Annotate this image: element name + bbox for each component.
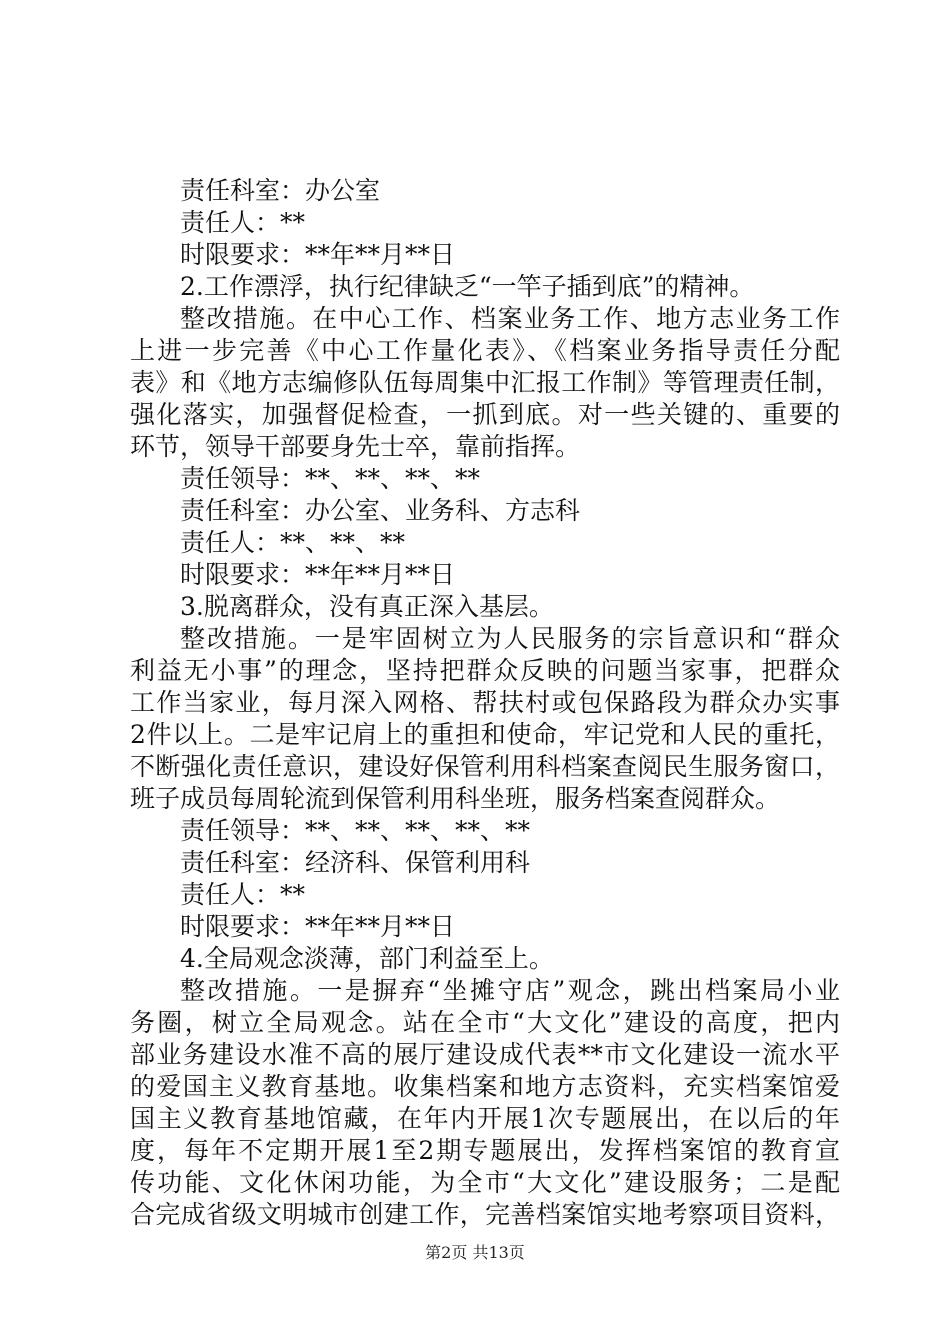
- text-line: 时限要求：**年**月**日: [180, 912, 456, 941]
- text-line: 的爱国主义教育基地。收集档案和地方志资料，充实档案馆爱: [130, 1072, 840, 1101]
- text-line: 务圈，树立全局观念。站在全市“大文化”建设的高度，把内: [130, 1008, 840, 1037]
- text-line: 责任人：**: [180, 208, 306, 237]
- text-line: 合完成省级文明城市创建工作，完善档案馆实地考察项目资料，: [130, 1200, 840, 1229]
- text-line: 上进一步完善《中心工作量化表》、《档案业务指导责任分配: [130, 336, 840, 365]
- text-line: 度，每年不定期开展1至2期专题展出，发挥档案馆的教育宣: [130, 1136, 840, 1165]
- text-line: 不断强化责任意识，建设好保管利用科档案查阅民生服务窗口，: [130, 752, 840, 781]
- text-line: 责任科室：经济科、保管利用科: [180, 848, 531, 877]
- text-line: 表》和《地方志编修队伍每周集中汇报工作制》等管理责任制，: [130, 368, 840, 397]
- text-line: 国主义教育基地馆藏，在年内开展1次专题展出，在以后的年: [130, 1104, 840, 1133]
- text-line: 传功能、文化休闲功能，为全市“大文化”建设服务；二是配: [130, 1168, 840, 1197]
- text-line: 强化落实，加强督促检查，一抓到底。对一些关键的、重要的: [130, 400, 840, 429]
- text-line: 责任科室：办公室: [180, 176, 381, 205]
- text-line: 整改措施。一是摒弃“坐摊守店”观念，跳出档案局小业: [180, 976, 840, 1005]
- text-line: 责任领导：**、**、**、**、**: [180, 816, 531, 845]
- text-line: 整改措施。在中心工作、档案业务工作、地方志业务工作: [180, 304, 840, 333]
- text-line: 责任科室：办公室、业务科、方志科: [180, 496, 581, 525]
- text-line: 时限要求：**年**月**日: [180, 240, 456, 269]
- text-line: 部业务建设水准不高的展厅建设成代表**市文化建设一流水平: [130, 1040, 840, 1069]
- text-line: 时限要求：**年**月**日: [180, 560, 456, 589]
- text-line: 3.脱离群众，没有真正深入基层。: [180, 592, 554, 621]
- text-line: 2.工作漂浮，执行纪律缺乏“一竿子插到底”的精神。: [180, 272, 755, 301]
- text-line: 责任人：**、**、**: [180, 528, 406, 557]
- text-line: 整改措施。一是牢固树立为人民服务的宗旨意识和“群众: [180, 624, 840, 653]
- document-body: [130, 175, 840, 1231]
- text-line: 利益无小事”的理念，坚持把群众反映的问题当家事，把群众: [130, 656, 840, 685]
- text-line: 4.全局观念淡薄，部门利益至上。: [180, 944, 554, 973]
- text-line: 责任领导：**、**、**、**: [180, 464, 481, 493]
- text-line: 班子成员每周轮流到保管利用科坐班，服务档案查阅群众。: [130, 784, 781, 813]
- text-line: 工作当家业，每月深入网格、帮扶村或包保路段为群众办实事: [130, 688, 840, 717]
- text-line: 环节，领导干部要身先士卒，靠前指挥。: [130, 432, 581, 461]
- text-line: 责任人：**: [180, 880, 306, 909]
- text-line: 2件以上。二是牢记肩上的重担和使命，牢记党和人民的重托，: [130, 720, 840, 749]
- page-footer: 第2页 共13页: [425, 1243, 525, 1262]
